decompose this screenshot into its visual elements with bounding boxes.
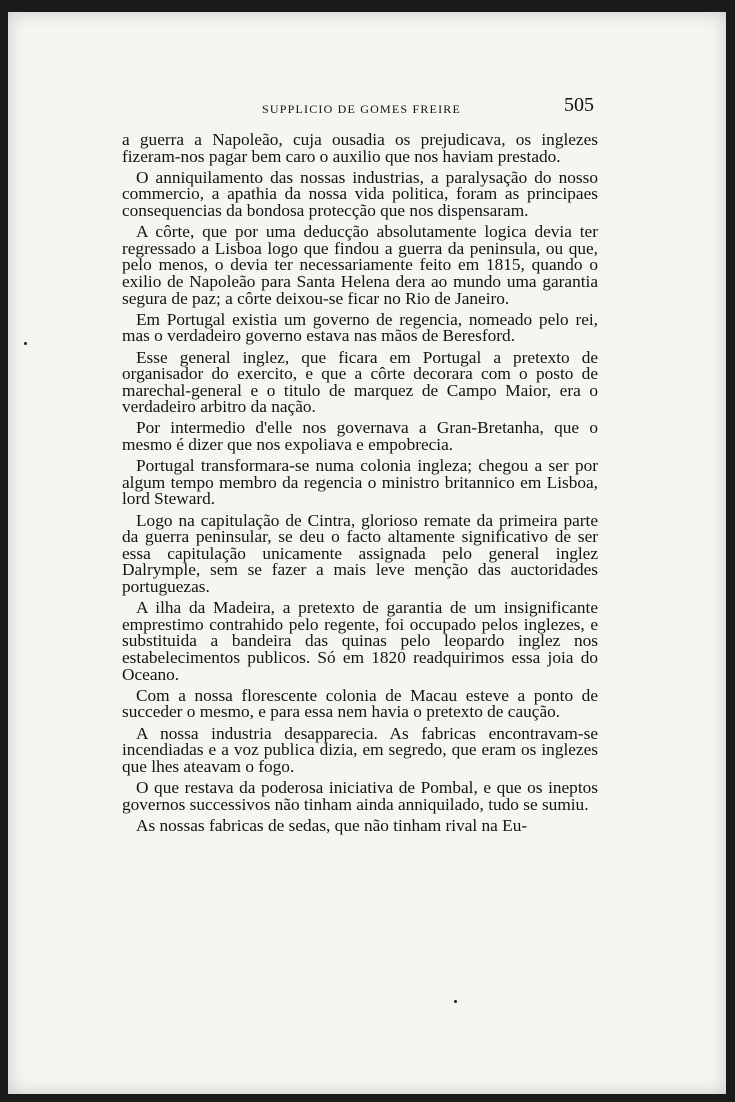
ink-speck	[454, 1000, 457, 1003]
paragraph: O anniquilamento das nossas industrias, a paralysação do nosso commercio, a apathia da nossa vida politica, foram as principaes consequencias da bondosa protecção que nos dispensaram.	[122, 167, 598, 220]
paragraph: As nossas fabricas de sedas, que não tinham rival na Eu-	[136, 815, 528, 835]
paragraph: Por intermedio d'elle nos governava a Gran-Bretanha, que o mesmo é dizer que nos expoliava e empobrecia.	[122, 418, 598, 455]
paragraph: A ilha da Madeira, a pretexto de garantia de um insignificante emprestimo contrahido pelo regente, foi occupado pelos inglezes, e substituida a bandeira das quinas pelo leopardo inglez nos estabelecimentos publicos. Só em 1820 readquirimos essa joia do Oceano.	[122, 598, 598, 684]
paragraph: O que restava da poderosa iniciativa de Pombal, e que os ineptos governos successivos não tinham ainda anniquilado, tudo se sumiu.	[122, 777, 598, 814]
paragraph: Com a nossa florescente colonia de Macau esteve a ponto de succeder o mesmo, e para essa nem havia o pretexto de caução.	[122, 685, 598, 722]
paragraph: A nossa industria desapparecia. As fabricas encontravam-se incendiadas e a voz publica dizia, em segredo, que eram os inglezes que lhes ateavam o fogo.	[122, 723, 598, 776]
paragraph: Em Portugal existia um governo de regencia, nomeado pelo rei, mas o verdadeiro governo estava nas mãos de Beresford.	[122, 309, 598, 346]
page-number: 505	[564, 94, 594, 116]
running-title: SUPPLICIO DE GOMES FREIRE	[262, 102, 462, 116]
paragraph: Esse general inglez, que ficara em Portugal a pretexto de organisador do exercito, e que a côrte decorara com o posto de marechal-general e o titulo de marquez de Campo Maior, era o verdadeiro arbitro da nação.	[122, 347, 598, 417]
paragraph: a guerra a Napoleão, cuja ousadia os prejudicava, os inglezes fizeram-nos pagar bem caro o auxilio que nos haviam prestado.	[122, 130, 598, 166]
body-text	[122, 132, 598, 839]
page-header	[122, 94, 598, 120]
paragraph: Portugal transformara-se numa colonia ingleza; chegou a ser por algum tempo membro da regencia o ministro britannico em Lisboa, lord Steward.	[122, 456, 598, 509]
paragraph: Logo na capitulação de Cintra, glorioso remate da primeira parte da guerra peninsular, se deu o facto altamente significativo de ser essa capitulação unicamente assignada pelo general inglez Dalrymple, sem se fazer a mais leve menção das auctoridades portuguezas.	[122, 510, 598, 596]
paragraph: A côrte, que por uma deducção absolutamente logica devia ter regressado a Lisboa logo que findou a guerra da peninsula, ou que, pelo menos, o devia ter necessariamente feito em 1815, quando o exilio de Napoleão para Santa Helena dera ao mundo uma garantia segura de paz; a côrte deixou-se ficar no Rio de Janeiro.	[122, 222, 598, 308]
ink-speck	[24, 342, 27, 345]
